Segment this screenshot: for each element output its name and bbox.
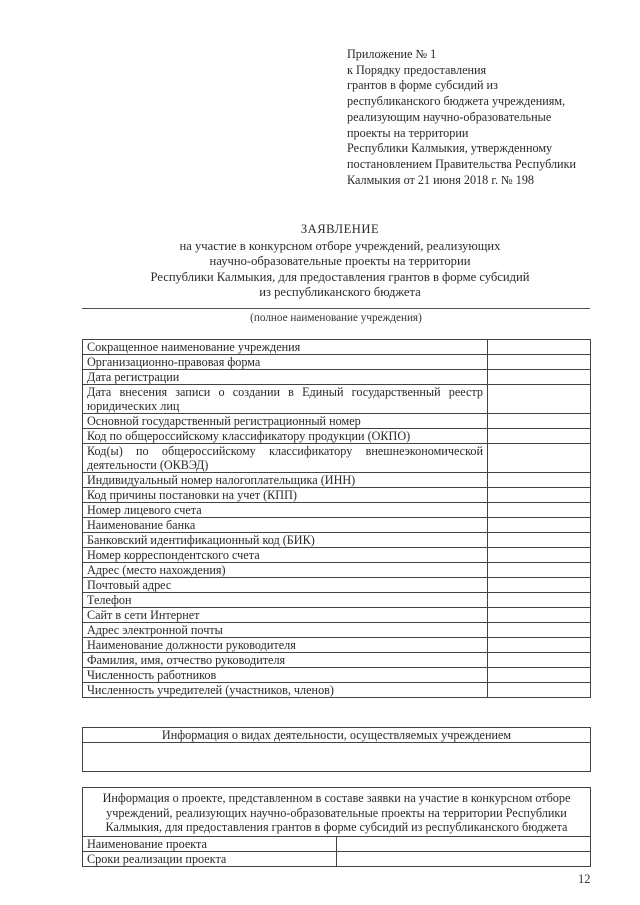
row-label: Адрес (место нахождения)	[83, 563, 488, 578]
table-row	[83, 518, 591, 533]
table-row	[83, 429, 591, 444]
table-row	[83, 638, 591, 653]
row-label: Сроки реализации проекта	[83, 851, 337, 866]
value-cell[interactable]	[488, 608, 591, 623]
table-row	[83, 414, 591, 429]
row-label: Банковский идентификационный код (БИК)	[83, 533, 488, 548]
value-cell[interactable]	[488, 563, 591, 578]
table-row	[83, 473, 591, 488]
value-cell[interactable]	[488, 518, 591, 533]
row-label: Номер лицевого счета	[83, 503, 488, 518]
title-line: из республиканского бюджета	[259, 285, 421, 300]
value-cell[interactable]	[488, 578, 591, 593]
table-row	[83, 668, 591, 683]
row-label: Дата регистрации	[83, 370, 488, 385]
value-cell[interactable]	[488, 473, 591, 488]
value-cell[interactable]	[488, 638, 591, 653]
table-row	[83, 548, 591, 563]
row-label: Почтовый адрес	[83, 578, 488, 593]
value-cell[interactable]	[488, 370, 591, 385]
value-cell[interactable]	[488, 623, 591, 638]
row-label: Сайт в сети Интернет	[83, 608, 488, 623]
full-name-field-line[interactable]	[82, 308, 590, 309]
table-row	[83, 743, 591, 772]
full-name-caption: (полное наименование учреждения)	[250, 312, 422, 324]
row-label: Номер корреспондентского счета	[83, 548, 488, 563]
value-cell[interactable]	[488, 548, 591, 563]
appendix-line: к Порядку предоставления	[347, 62, 487, 77]
appendix-line: проекты на территории	[347, 125, 469, 140]
appendix-line: реализующим научно-образовательные	[347, 109, 552, 124]
value-cell[interactable]	[488, 340, 591, 355]
title-line: научно-образовательные проекты на территории	[209, 254, 471, 269]
table-row	[83, 608, 591, 623]
row-label: Наименование проекта	[83, 836, 337, 851]
row-label: Код по общероссийскому классификатору продукции (ОКПО)	[83, 429, 488, 444]
table-row	[83, 728, 591, 743]
row-label: Адрес электронной почты	[83, 623, 488, 638]
table-row	[83, 836, 591, 851]
value-cell[interactable]	[488, 503, 591, 518]
table-row	[83, 623, 591, 638]
activities-header: Информация о видах деятельности, осуществляемых учреждением	[83, 728, 591, 743]
title-heading: ЗАЯВЛЕНИЕ	[300, 222, 380, 236]
table-row	[83, 385, 591, 414]
table-row	[83, 683, 591, 698]
row-label: Индивидуальный номер налогоплательщика (ИНН)	[83, 473, 488, 488]
organization-info-table	[82, 339, 591, 698]
row-label: Телефон	[83, 593, 488, 608]
table-row	[83, 370, 591, 385]
appendix-line: постановлением Правительства Республики	[347, 156, 577, 171]
document-title	[80, 222, 600, 301]
value-cell[interactable]	[337, 851, 591, 866]
value-cell[interactable]	[488, 444, 591, 473]
row-label: Численность учредителей (участников, членов)	[83, 683, 488, 698]
table-row	[83, 578, 591, 593]
title-line: на участие в конкурсном отборе учреждений, реализующих	[179, 238, 501, 253]
row-label: Дата внесения записи о создании в Единый государственный реестр юридических лиц	[83, 385, 488, 414]
activities-value-cell[interactable]	[83, 743, 591, 772]
appendix-line: Приложение № 1	[347, 47, 437, 61]
table-row	[83, 788, 591, 837]
appendix-line: республиканского бюджета учреждениям,	[347, 94, 566, 109]
table-row	[83, 653, 591, 668]
row-label: Численность работников	[83, 668, 488, 683]
appendix-block	[347, 47, 617, 188]
page-number: 12	[578, 872, 591, 886]
table-row	[83, 355, 591, 370]
value-cell[interactable]	[488, 429, 591, 444]
row-label: Фамилия, имя, отчество руководителя	[83, 653, 488, 668]
activities-table	[82, 727, 591, 772]
table-row	[83, 563, 591, 578]
appendix-line: грантов в форме субсидий из	[347, 78, 498, 93]
table-row	[83, 851, 591, 866]
row-label: Наименование банка	[83, 518, 488, 533]
value-cell[interactable]	[488, 533, 591, 548]
row-label: Организационно-правовая форма	[83, 355, 488, 370]
value-cell[interactable]	[337, 836, 591, 851]
value-cell[interactable]	[488, 414, 591, 429]
row-label: Код(ы) по общероссийскому классификатору внешнеэкономической деятельности (ОКВЭД)	[83, 444, 488, 473]
table-row	[83, 533, 591, 548]
row-label: Сокращенное наименование учреждения	[83, 340, 488, 355]
table-row	[83, 444, 591, 473]
project-info-table	[82, 787, 591, 867]
row-label: Код причины постановки на учет (КПП)	[83, 488, 488, 503]
value-cell[interactable]	[488, 488, 591, 503]
title-line: Республики Калмыкия, для предоставления грантов в форме субсидий	[150, 269, 530, 284]
value-cell[interactable]	[488, 355, 591, 370]
row-label: Основной государственный регистрационный номер	[83, 414, 488, 429]
value-cell[interactable]	[488, 593, 591, 608]
table-row	[83, 593, 591, 608]
row-label: Наименование должности руководителя	[83, 638, 488, 653]
value-cell[interactable]	[488, 385, 591, 414]
appendix-line: Республики Калмыкия, утвержденному	[347, 141, 553, 156]
value-cell[interactable]	[488, 653, 591, 668]
value-cell[interactable]	[488, 683, 591, 698]
table-row	[83, 503, 591, 518]
project-header: Информация о проекте, представленном в составе заявки на участие в конкурсном отборе учреждений, реализующих научно-образовательные проекты на территории Республики Калмыкия, для предоставления грантов в форме субсидий из республиканского бюджета	[83, 788, 591, 837]
value-cell[interactable]	[488, 668, 591, 683]
appendix-line: Калмыкия от 21 июня 2018 г. № 198	[347, 172, 535, 187]
table-row	[83, 488, 591, 503]
table-row	[83, 340, 591, 355]
